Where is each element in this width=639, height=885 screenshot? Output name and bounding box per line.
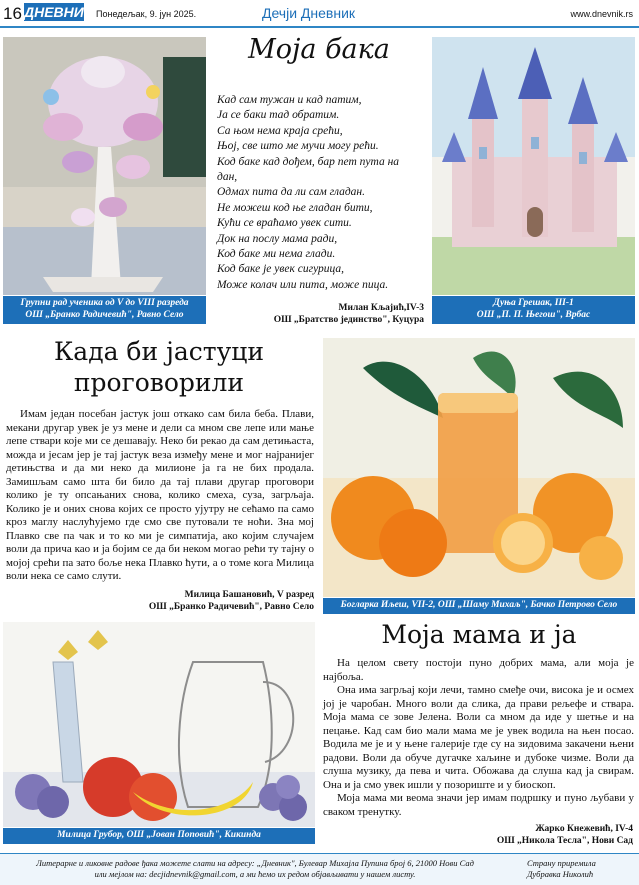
poem-line: Може колач или пита, може пица. [217,278,389,291]
title-line: Када би јастуци [53,337,265,366]
still-life-painting [3,622,315,827]
article-title [8,336,310,398]
oranges-juice-painting [323,338,635,597]
author-byline [323,823,633,847]
caption-line: ОШ „П. П. Његош", Врбас [476,309,591,320]
author-byline [212,302,424,326]
poem-line: Код баке ми нема глади. [217,248,336,261]
poem-line: Са њом нема краја срећи, [217,124,343,137]
page-number: 16 [3,4,22,23]
author-name: Милица Башановић, V разред [184,590,314,600]
submission-info [20,858,490,880]
page-editor [527,858,633,880]
section-title: Дечји Дневник [262,5,356,21]
poem-line: Њој, све што ме мучи могу рећи. [217,140,379,153]
poem-line: Кући се враћамо увек сити. [217,217,352,230]
title-line: проговорили [73,368,245,397]
caption-line: ОШ „Бранко Радичевић", Равно Село [25,309,184,320]
author-name: Жарко Кнежевић, IV-4 [535,824,633,834]
author-school: ОШ „Никола Тесла", Нови Сад [496,836,633,846]
issue-date: Понедељак, 9. јун 2025. [96,9,197,19]
poem-line: Ја се баки тад обратим. [217,109,340,122]
paragraph: На целом свету постоји пуно добрих мама, али моја је најбоља. [323,657,634,683]
article-title: Моја бака [248,34,390,65]
footer-line: Литерарне и ликовне радове ђака можете слати на адресу: „Дневник", Булевар Михајла Пупина број 6, 21000 Нови Сад [36,858,474,868]
author-school: ОШ „Бранко Радичевић", Равно Село [148,602,314,612]
poem-line: Одмах пита да ли сам гладан. [217,186,366,199]
poem-line: Не можеш код ње гладан бити, [217,201,373,214]
poem-line: Код баке је увек сигурица, [217,263,345,276]
poem-line: Док на послу мама ради, [217,232,338,245]
website-link[interactable]: www.dnevnik.rs [570,9,633,19]
paragraph: Она има загрљај који лечи, тамно смеђе очи, висока је и осмех јој је чаробан. Много воли да слика, да прави рељефе и ствара. Моја мама се зове Јелена. Воли са мном да иде у шетње и на пецање. Кад сам био мали мама ме је увек водила на њен посао. Водила ме је и у њене галерије где су на зидовима закачени њени радови. Воли да обуче дугачке хаљине и дубоке чизме. Воли да слуша музику, да пева и чита. Обожава да слуша кад ја свирам. Она и ја смо увек ишли у позориште и у биоскоп. [323,684,634,791]
photo-caption: Богларка Иљеш, VII-2, ОШ „Шаму Михаљ", Бачко Петрово Село [323,598,635,614]
editor-name: Дубравка Николић [527,869,594,879]
photo-caption [432,296,635,324]
poem-line: дан, [217,171,238,184]
caption-line: Групни рад ученика од V до VIII разреда [20,298,189,308]
paper-tree-artwork [3,37,206,295]
newspaper-logo: ДНЕВНИК [24,4,93,20]
poem-body [217,93,427,293]
article-body [323,657,634,819]
castle-painting [432,37,635,295]
poem-line: Код баке кад дођем, бар пет пута на [217,155,400,168]
author-byline [8,589,314,613]
footer-line: или мејлом на: decjidnevnik@gmail.com, а ми ћемо их редом објављивати у нашем листу. [94,869,416,879]
paragraph: Моја мама ми веома значи јер имам подршку и пуно љубави у сваком тренутку. [323,792,634,818]
caption-line: Дуња Грешак, III-1 [493,298,574,308]
poem-line: Кад сам тужан и кад патим, [217,94,362,106]
photo-caption [3,296,206,324]
article-title: Моја мама и ја [381,620,577,649]
editor-label: Страну приремила [527,858,596,868]
author-name: Милан Кљајић,IV-3 [338,303,424,313]
photo-caption: Милица Грубор, ОШ „Јован Поповић", Кикинда [3,828,315,844]
article-body [6,408,314,584]
author-school: ОШ „Братство јединство", Куцура [273,315,424,325]
paragraph: Имам један посебан јастук још откако сам била беба. Плави, мекани другар увек је уз мене и дели са мном све лепе или мање лепе ствари које ми се дешавају. Неко би рекао да сам детињаста, можда и јесам јер је тај јастук веза између мене и мог најранијег детињства и да ми неко да милионе ја га не бих продала. Замишљам само шта би било да тај плави другар проговори колико је ту опсањаних снова, колико смеха, суза, загрљаја. Колико је и оних снова којих се просто ујутру не сећамо па само кроз маглу наслућујемо где смо све путовали те ноћи. Зна мој Плавко све па чак и то ко ми је симпатија, ако којим случајем воли да прича као и ја бојим се да би неком могао рећи ту тајну о мојој срећи па зато боље нека Плавко ћути, а о томе кога Милица воли нека се само слути. [6,408,314,582]
